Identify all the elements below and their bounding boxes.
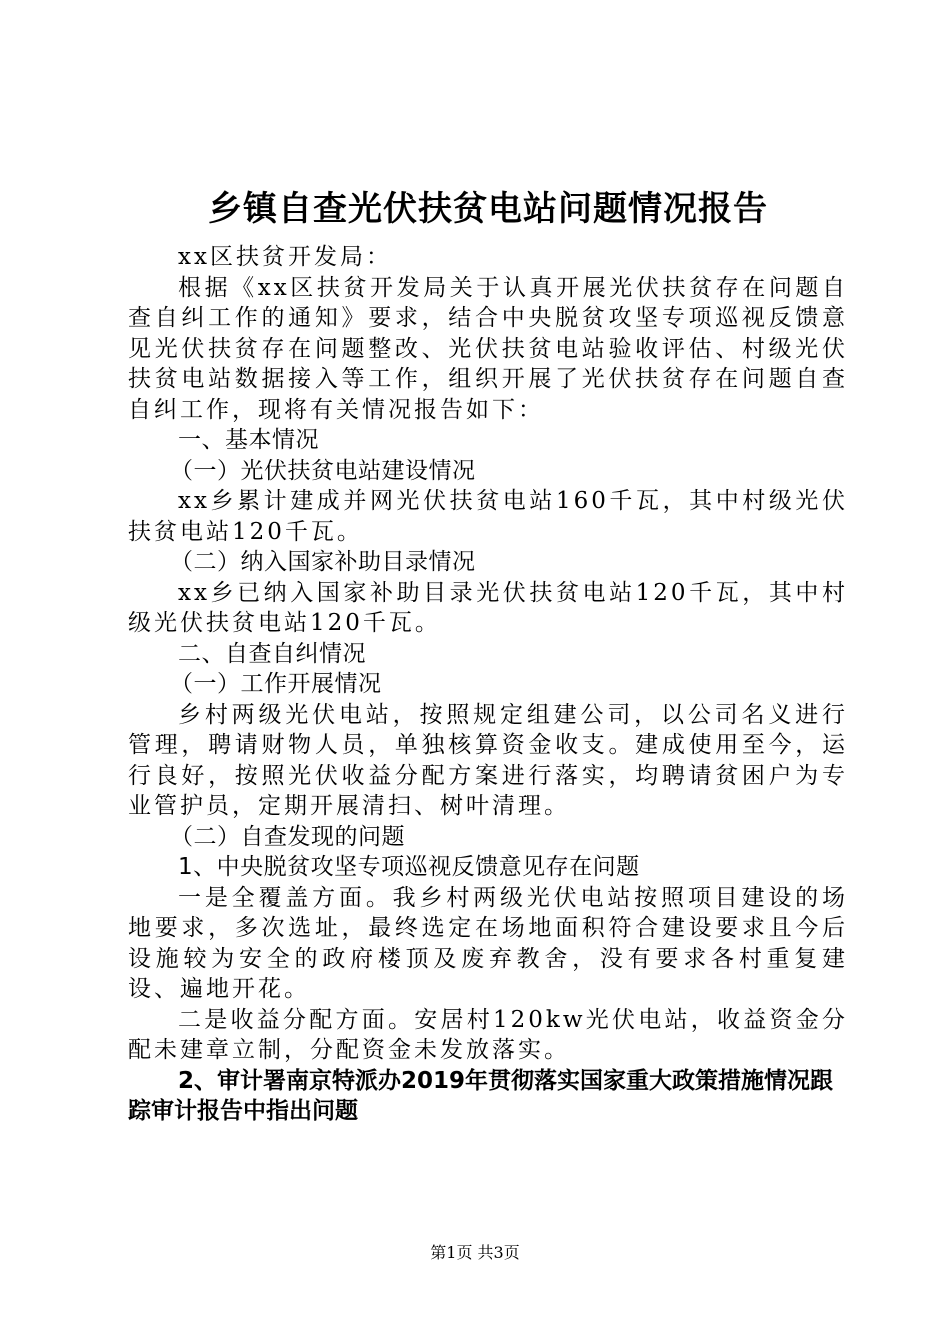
intro-paragraph: 根据《xx区扶贫开发局关于认真开展光伏扶贫存在问题自查自纠工作的通知》要求，结合中央脱贫攻坚专项巡视反馈意见光伏扶贫存在问题整改、光伏扶贫电站验收评估、村级光伏扶贫电站数据接入等工作，组织开展了光伏扶贫存在问题自查自纠工作，现将有关情况报告如下： <box>128 274 848 423</box>
section-1-sub-2-heading: （二）纳入国家补助目录情况 <box>170 549 476 575</box>
salutation: xx区扶贫开发局： <box>178 244 392 270</box>
section-2-heading: 二、自查自纠情况 <box>178 640 366 667</box>
section-2-sub-2-heading: （二）自查发现的问题 <box>170 823 405 850</box>
item-2-heading: 2、审计署南京特派办2019年贯彻落实国家重大政策措施情况跟踪审计报告中指出问题 <box>128 1067 834 1124</box>
section-1-sub-2-text: xx乡已纳入国家补助目录光伏扶贫电站120千瓦，其中村级光伏扶贫电站120千瓦。 <box>128 579 848 636</box>
section-1-heading: 一、基本情况 <box>178 427 319 453</box>
section-1-sub-1-heading: （一）光伏扶贫电站建设情况 <box>170 457 476 484</box>
document-page <box>128 186 848 1127</box>
item-1-paragraph-1: 一是全覆盖方面。我乡村两级光伏电站按照项目建设的场地要求，多次选址，最终选定在场地面积符合建设要求且今后设施较为安全的政府楼顶及废弃教舍，没有要求各村重复建设、遍地开花。 <box>128 884 848 1002</box>
item-1-heading: 1、中央脱贫攻坚专项巡视反馈意见存在问题 <box>178 854 640 880</box>
page-footer: 第1页 共3页 <box>430 1243 520 1262</box>
document-title: 乡镇自查光伏扶贫电站问题情况报告 <box>208 189 768 229</box>
section-2-sub-1-text: 乡村两级光伏电站，按照规定组建公司，以公司名义进行管理，聘请财物人员，单独核算资金收支。建成使用至今，运行良好，按照光伏收益分配方案进行落实，均聘请贫困户为专业管护员，定期开展清扫、树叶清理。 <box>128 701 848 819</box>
section-1-sub-1-text: xx乡累计建成并网光伏扶贫电站160千瓦，其中村级光伏扶贫电站120千瓦。 <box>128 488 848 545</box>
section-2-sub-1-heading: （一）工作开展情况 <box>170 671 382 697</box>
item-1-paragraph-2: 二是收益分配方面。安居村120kw光伏电站，收益资金分配未建章立制，分配资金未发放落实。 <box>128 1006 848 1063</box>
